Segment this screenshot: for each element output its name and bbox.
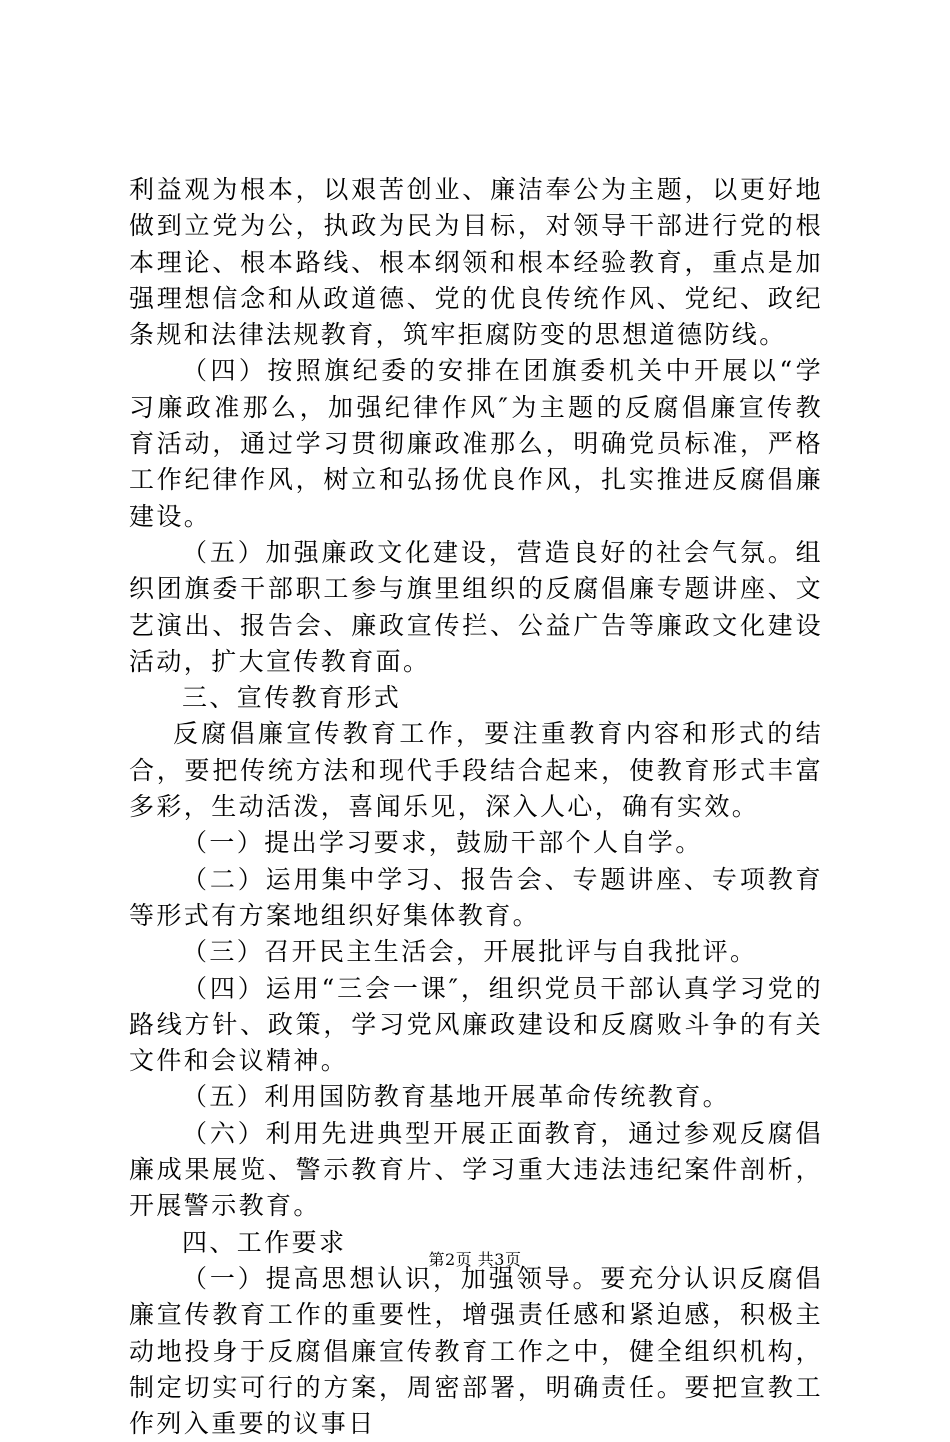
paragraph-requirement-1: （一）提高思想认识，加强领导。要充分认识反腐倡廉宣传教育工作的重要性，增强责任感和紧迫感，积极主动地投身于反腐倡廉宣传教育工作之中，健全组织机构，制定切实可行的方案，周密部署，明确责任。要把宣教工作列入重要的议事日	[129, 1263, 823, 1439]
list-item-2: （二）运用集中学习、报告会、专题讲座、专项教育等形式有方案地组织好集体教育。	[129, 864, 823, 930]
list-item-3: （三）召开民主生活会，开展批评与自我批评。	[182, 937, 758, 967]
list-item-5: （五）利用国防教育基地开展革命传统教育。	[182, 1082, 731, 1112]
list-item-6: （六）利用先进典型开展正面教育，通过参观反腐倡廉成果展览、警示教育片、学习重大违法违纪案件剖析，开展警示教育。	[129, 1118, 823, 1221]
page-number-footer: 第2页 共3页	[428, 1250, 522, 1269]
paragraph-continuation: 利益观为根本，以艰苦创业、廉洁奉公为主题，以更好地做到立党为公，执政为民为目标，对领导干部进行党的根本理论、根本路线、根本纲领和根本经验教育，重点是加强理想信念和从政道德、党的优良传统作风、党纪、政纪条规和法律法规教育，筑牢拒腐防变的思想道德防线。	[129, 175, 823, 350]
list-item-1: （一）提出学习要求，鼓励干部个人自学。	[182, 828, 703, 858]
paragraph-item-4: （四）按照旗纪委的安排在团旗委机关中开展以“学习廉政准那么，加强纪律作风″为主题的反腐倡廉宣传教育活动，通过学习贯彻廉政准那么，明确党员标准，严格工作纪律作风，树立和弘扬优良作风，扎实推进反腐倡廉建设。	[129, 356, 823, 531]
section-heading-4: 四、工作要求	[182, 1227, 347, 1257]
section-heading-3: 三、宣传教育形式	[182, 683, 402, 713]
paragraph-item-5: （五）加强廉政文化建设，营造良好的社会气氛。组织团旗委干部职工参与旗里组织的反腐倡廉专题讲座、文艺演出、报告会、廉政宣传拦、公益广告等廉政文化建设活动，扩大宣传教育面。	[129, 537, 823, 676]
list-item-4: （四）运用“三会一课″，组织党员干部认真学习党的路线方针、政策，学习党风廉政建设和反腐败斗争的有关文件和会议精神。	[129, 973, 823, 1076]
paragraph-section-3-intro: 反腐倡廉宣传教育工作，要注重教育内容和形式的结合，要把传统方法和现代手段结合起来，使教育形式丰富多彩，生动活泼，喜闻乐见，深入人心，确有实效。	[129, 719, 823, 822]
